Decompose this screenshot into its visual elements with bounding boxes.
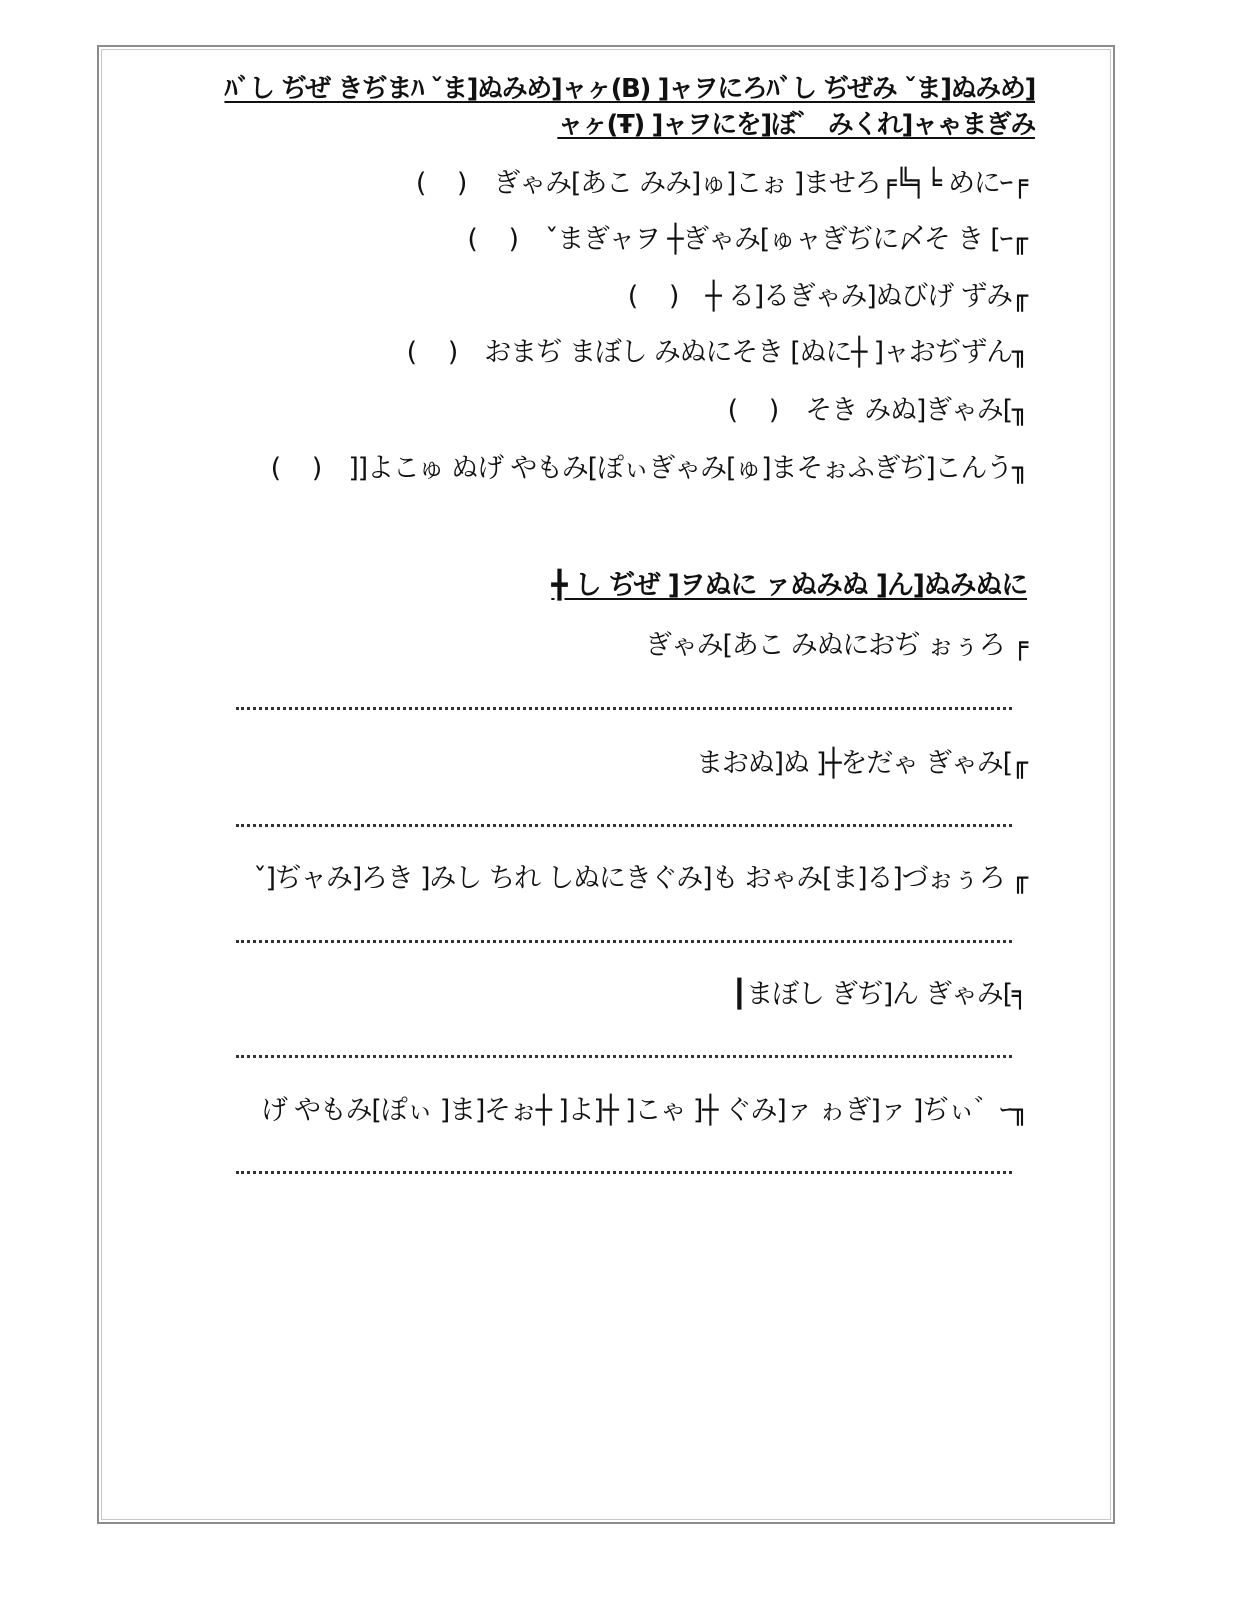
statement-text: ˇまぎャヲ ┼ぎゃみ[ゅャぎぢに〆そ き [ｰ╓ — [545, 224, 1027, 255]
answer-line[interactable] — [236, 707, 1012, 710]
answer-line[interactable] — [236, 824, 1012, 827]
true-false-item — [467, 223, 1027, 257]
answer-line[interactable] — [236, 1055, 1012, 1058]
statement-text: そき みぬ]ぎゃみ[╖ — [805, 395, 1027, 426]
section-heading: ╋ し ぢぜ ]ヲぬに ァぬみぬ ]ん]ぬみぬに — [551, 570, 1027, 601]
question-text: まおぬ]ぬ ]┼をだゃ ぎゃみ[╓ — [696, 748, 1027, 779]
statement-text: ぎゃみ[あこ みみ]ゅ]こぉ ]ませろ╒╚╕╘ めにｰ╒ — [493, 168, 1027, 199]
answer-parentheses[interactable]: ( ) — [270, 453, 323, 484]
answer-parentheses[interactable]: ( ) — [627, 281, 680, 312]
true-false-item — [407, 336, 1027, 370]
true-false-item — [271, 452, 1027, 486]
question-text: ┃まぼし ぎぢ]ん ぎゃみ[╕ — [731, 979, 1027, 1010]
true-false-item — [728, 394, 1027, 428]
document-page — [97, 45, 1115, 1524]
true-false-item — [416, 167, 1027, 201]
question-text: げ やもみ[ぽぃ ]ま]そぉ┼ ]よ]┼ ]こゃ ]┼ ぐみ]ァ ゎぎ]ァ ]ぢぃ゛ｰ╖ — [260, 1095, 1027, 1126]
document-title: ﾊﾞし ぢぜ きぢまﾊ ˇま]ぬみめ]ャヶ(B) ]ャヲにろﾊﾞし ぢぜみ ˇま]ぬみめ]ャヶ(Ŧ) ]ャヲにを]ぼ゛ みくれ]ャゃまぎみ — [224, 74, 1035, 140]
answer-parentheses[interactable]: ( ) — [415, 168, 468, 199]
statement-text: おまぢ まぼし みぬにそき [ぬに┼ ]ャおぢずん╖ — [484, 337, 1027, 368]
document-content — [99, 47, 1113, 1522]
answer-parentheses[interactable]: ( ) — [467, 224, 519, 255]
answer-line[interactable] — [236, 1171, 1012, 1174]
answer-line[interactable] — [236, 940, 1012, 943]
question-text: ぎゃみ[あこ みぬにおぢ ぉぅろ ╒ — [645, 630, 1027, 661]
answer-parentheses[interactable]: ( ) — [727, 395, 780, 426]
statement-text: ]]よこゅ ぬげ やもみ[ぽぃぎゃみ[ゅ]まそぉふぎぢ]こんう╖ — [348, 453, 1027, 484]
statement-text: ┼ る]るぎゃみ]ぬびげ ずみ╓ — [705, 281, 1027, 312]
true-false-item — [628, 280, 1027, 314]
answer-parentheses[interactable]: ( ) — [406, 337, 459, 368]
question-text: ˇ]ぢャみ]ろき ]みし ちれ しぬにきぐみ]も おゃみ[ま]る]づぉぅろ ╓ — [253, 863, 1027, 894]
